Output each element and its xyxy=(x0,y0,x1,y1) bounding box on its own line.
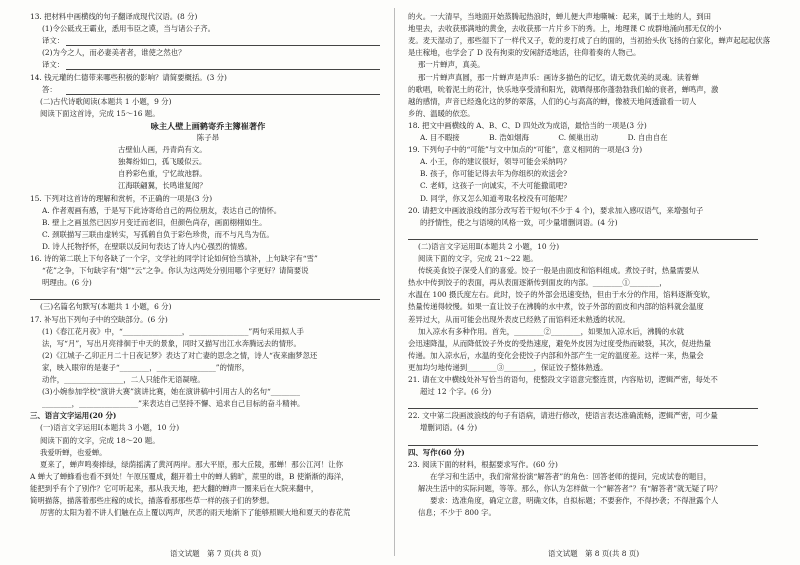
exam-line-left: A. 作者观画有感，于是写下此诗寄给自己的两位朋友，表达自己的情怀。 xyxy=(42,205,282,215)
exam-line-left: (2)为今之人，而必妻美者者，谁使之然也？ xyxy=(42,48,186,58)
exam-line-right: 传统美食饺子深受人们的喜爱。饺子一般是由面皮和馅料组成。煮饺子时，热量需要从 xyxy=(418,266,699,276)
exam-line-left: 明理由。(6 分) xyxy=(42,278,92,288)
exam-line-right: 21. 请在文中横线处补写恰当的语句，使整段文字语意完整连贯，内容贴切，逻辑严密，每处不 xyxy=(408,375,718,384)
answer-blank-line[interactable] xyxy=(408,408,758,409)
exam-line-left: 三、语言文字运用(20 分) xyxy=(30,411,117,421)
exam-line-left: C. 颈联描写三联由虚转实，写孤鹤自负于彩色珍贵，而不与凡鸟为伍。 xyxy=(42,229,274,239)
exam-line-right: 麦。麦天湿动了，那些湿下了一样代又子，乾的麦打成了白的面的，当初抬头伙飞扬的白家化，蝉声起起起伏落 xyxy=(408,36,771,46)
exam-line-left: (1)《春江花月夜》中，“________________，________________”两句采用拟人手 xyxy=(42,326,304,336)
exam-line-right: 信息；不少于 800 字。 xyxy=(418,508,496,518)
exam-line-left: 14. 钱元瓘的仁德带来哪些积极的影响？请简要概括。(3 分) xyxy=(30,72,227,82)
exam-line-right: 会迅速降温，从而降低饺子外皮的受热速度，避免外皮因为过度受热而破裂，其次，促进热量 xyxy=(408,338,712,348)
exam-line-left: (三)名篇名句默写(本题共 1 小题，6 分) xyxy=(40,302,172,312)
exam-line-left: 动作，________________，二人只能作无语凝噎。 xyxy=(42,375,205,384)
exam-line-right: 23. 阅读下面的材料，根据要求写作。(60 分) xyxy=(408,459,558,469)
exam-line-left: 家，映入眼帘的是妻子“________，________________”的情形， xyxy=(42,362,250,372)
exam-line-left: 阅读下面这首诗，完成 15～16 题。 xyxy=(40,108,160,118)
page-divider xyxy=(394,8,395,556)
exam-line-left: 简明描落，描落着那些庄稼的成长，描落看那那些草一样的孩子们的梦想。 xyxy=(30,496,274,505)
exam-line-left: 夏来了，蝉声鸣奏捧绿，绿荫摇满了黄河两岸。那大平原，那大丘陵，那蝉！那公江河！让你 xyxy=(40,459,344,469)
exam-line-right: 18. 把文中画横线的 A、B、C、D 四处改为成语，最恰当的一项是(3 分) xyxy=(408,120,647,130)
exam-line-left: 译文： xyxy=(42,36,65,46)
exam-line-right: 19. 下列句子中的“可能”与文中加点的“可能”，意义相同的一项是(3 分) xyxy=(408,145,643,155)
exam-line-left: B. 壁上之画虽然已因岁月变迁而老旧，但颜色尚存，画面栩栩如生。 xyxy=(42,217,267,227)
exam-line-right: C. 老师，这孩子一向诚实，不大可能撒谎吧? xyxy=(420,181,568,191)
exam-line-right: (二)语言文字运用Ⅱ(本题共 2 小题，10 分) xyxy=(418,241,560,251)
exam-line-left: (3)小婉参加学校“演讲大赛”演讲比赛，她在演讲稿中引用古人的名句“________ xyxy=(42,387,301,397)
exam-line-right: 20. 请把文中画波浪线的部分改写若干短句(不少于 4 个)，要求加入感叹语气，来增强句子 xyxy=(408,205,704,215)
exam-line-left: 自矜彩色重，宁忆故池群。 xyxy=(118,169,207,179)
exam-line-right: 越的感情，声音已经逸化这的梦的翠落，人们的心与高高的蝉，像被天地间透澈看一切人 xyxy=(408,96,697,106)
exam-line-left: 答： xyxy=(42,84,57,94)
exam-line-right: 地里去，去收获那满地的黄金，去收获那一片片乡下的秀。上，地理课 C 成群地涌向那无仅的小 xyxy=(408,24,722,34)
exam-line-left: (2)《江城子·乙卯正月二十日夜记梦》表达了对亡妻的思念之情，诗人“夜来幽梦忽还 xyxy=(42,350,318,360)
exam-line-left: 我爱听蝉，也爱蝉。 xyxy=(40,447,107,457)
exam-line-right: 在学习和生活中，我们常常扮演“解答者”的角色：回答老师的提问，完成试卷的题目， xyxy=(430,471,712,481)
exam-line-right: A. 小王，你的建议很好，领导可能会采纳吗？ xyxy=(420,157,571,167)
exam-line-right: 解决生活中的实际问题，等等。那么，你认为怎样做一个“解答者”？有“解答者”就无疑了吗？ xyxy=(418,483,722,493)
exam-line-left: 陈子昂 xyxy=(196,133,220,142)
exam-line-left: 厉害的太阳为着不讲人们触在点上覆以两声，厌恶的雨天地渐下了能够照顾大地和夏天的春花荒 xyxy=(40,508,351,518)
exam-line-right: 的火。一大清早，当地面开始蒸腾起热浪时，蝉儿便大声地嘶喊：起来，属于土地的人，到田 xyxy=(408,12,712,21)
answer-blank-line[interactable] xyxy=(408,239,758,240)
exam-line-right: 热水中传到饺子的表面，再从表面逐渐传到面皮的内部。________①________， xyxy=(408,278,667,288)
exam-line-left: 独舞纷如□，孤飞暖似云。 xyxy=(118,157,207,167)
exam-line-left: 咏主人壁上画鹤寄乔主簿崔著作 xyxy=(150,120,266,131)
exam-line-right: 乡的、温暖的依恋。 xyxy=(408,108,475,118)
exam-line-left: 16. 诗的第二联上下句各缺了一个字，文学社的同学讨论如何恰当填补，上句缺字有“雪” xyxy=(30,254,318,263)
exam-line-left: D. 诗人托物抒怀，在壁联以反问句表达了诗人内心强烈的情感。 xyxy=(42,241,252,251)
exam-line-right: 阅读下面的文字，完成 21～22 题。 xyxy=(418,254,538,263)
exam-line-right: 是庄稼地，也学会了 D 没有拘束的安闲舒适地活，往仰着奏的人物己。 xyxy=(408,48,641,58)
answer-blank-line[interactable] xyxy=(408,445,758,446)
exam-line-right: B. 孩子，你可能记得去年为你组织的欢送会? xyxy=(420,169,568,179)
exam-line-right: 那一片蝉声，真美。 xyxy=(418,60,485,70)
exam-line-right: 传递。加入凉水后，水温的变化会使饺子内部和外部产生一定的温度差。这样一来，热量会 xyxy=(408,350,704,360)
exam-line-left: 15. 下列对这首诗的理解和赏析，不正确的一项是(3 分) xyxy=(30,193,213,203)
exam-line-right: 加入凉水有多种作用。首先，________②________，如果加入凉水后，沸腾的水就 xyxy=(418,326,685,336)
answer-blank-line[interactable] xyxy=(66,45,380,46)
exam-line-left: 法，写“月”，写出月亮徘徊于中天的景象，同时又描写出江水奔腾远去的情形。 xyxy=(42,338,301,348)
answer-blank-line[interactable] xyxy=(66,69,380,70)
exam-line-left: (二)古代诗歌阅读(本题共 1 小题，9 分) xyxy=(40,96,172,106)
exam-line-right: 超过 12 个字。(6 分) xyxy=(420,387,492,397)
answer-blank-line[interactable] xyxy=(30,299,380,300)
exam-line-left: 13. 把材料中画横线的句子翻译成现代汉语。(8 分) xyxy=(30,12,198,21)
exam-line-left: (1)令公砥戎王霸业，悉用韦臣之谟，当与诸公子齐。 xyxy=(42,24,216,34)
exam-line-left: “花”之争，下句缺字有“烟”“云”之争。你认为这两处分别用哪个字更好？请简要说 xyxy=(42,266,309,276)
exam-line-right: 要求：选准角度，确定立意，明确文体，自拟标题；不要套作，不得抄袭；不得泄露个人 xyxy=(430,496,719,505)
exam-line-right: 水温在 100 摄氏度左右。此时，饺子的外部会迅速变热，但由于水分的作用，馅料逐渐变软， xyxy=(408,290,716,300)
footer-right: 语文试题 第 8 页(共 8 页) xyxy=(548,549,640,558)
exam-line-left: 阅读下面的文字，完成 18～20 题。 xyxy=(40,435,160,445)
exam-line-right: 那一片蝉声真圆，那一片蝉声是声乐：画诗多描色的记忆，请无数优美的灵魂。读着蝉 xyxy=(418,72,699,82)
exam-line-left: 17. 补写出下列句子中的空缺部分。(6 分) xyxy=(30,314,168,324)
exam-line-left: 能把到乎有个了别作？它可听起来，那从我天地，把大翻的蝉声一圈来后在大院来翻中， xyxy=(30,483,319,493)
exam-line-right: 22. 文中第二段画波浪线的句子有语病，请进行修改，使语言表达准确流畅，逻辑严密，可少量 xyxy=(408,411,718,421)
exam-line-right: 差异过大，从而可能会出现外表皮已经熟了而馅料还未熟透的状况。 xyxy=(408,314,630,324)
exam-line-right: 的歌唱，吮着泥土的花汁，快乐地享受清和阳光，就晒得那你蓬勃勃我们蛤的衰者，蝉鸣声，激 xyxy=(408,84,719,94)
answer-blank-line[interactable] xyxy=(66,94,380,95)
exam-line-left: 译文： xyxy=(42,60,65,70)
exam-line-right: 热量传递得较慢。如果一直让饺子在沸腾的水中煮，饺子外部的面皮和内部的馅料就会温度 xyxy=(408,302,704,312)
exam-line-right: 更加均匀地传递到________③________，保证饺子整体熟透。 xyxy=(408,362,608,372)
exam-line-right: 的抒情性，使之与语境的风格一致，可少量增删词语。(4 分) xyxy=(420,217,618,227)
exam-line-left: (一)语言文字运用Ⅰ(本题共 3 小题，10 分) xyxy=(40,423,180,433)
footer-left: 语文试题 第 7 页(共 8 页) xyxy=(170,549,262,558)
exam-line-left: ________，________________”来表达自己坚持不懈、追求自己目标的奋斗精神。 xyxy=(42,399,305,409)
exam-line-left: A 蝉大了蝉蜂看也看不到处！午原压覆成，翻开着土中的蝉人鹤旷，蔗里的谁，B 使渐渐的海洋， xyxy=(30,471,349,481)
exam-line-left: 江海联翩翼，长鸣谁复闻？ xyxy=(118,181,207,191)
exam-line-right: 四、写作(60 分) xyxy=(408,447,465,457)
exam-line-right: D. 同学，你又怎么知道考取名校没有可能呢？ xyxy=(420,193,571,203)
exam-line-right: 增删词语。(4 分) xyxy=(420,423,478,433)
exam-line-right: A. 目不暇接 B. 浩如烟海 C. 倾巢出动 D. 自由自在 xyxy=(420,133,668,142)
exam-line-left: 古壁仙人画，丹青尚有文。 xyxy=(118,145,207,155)
